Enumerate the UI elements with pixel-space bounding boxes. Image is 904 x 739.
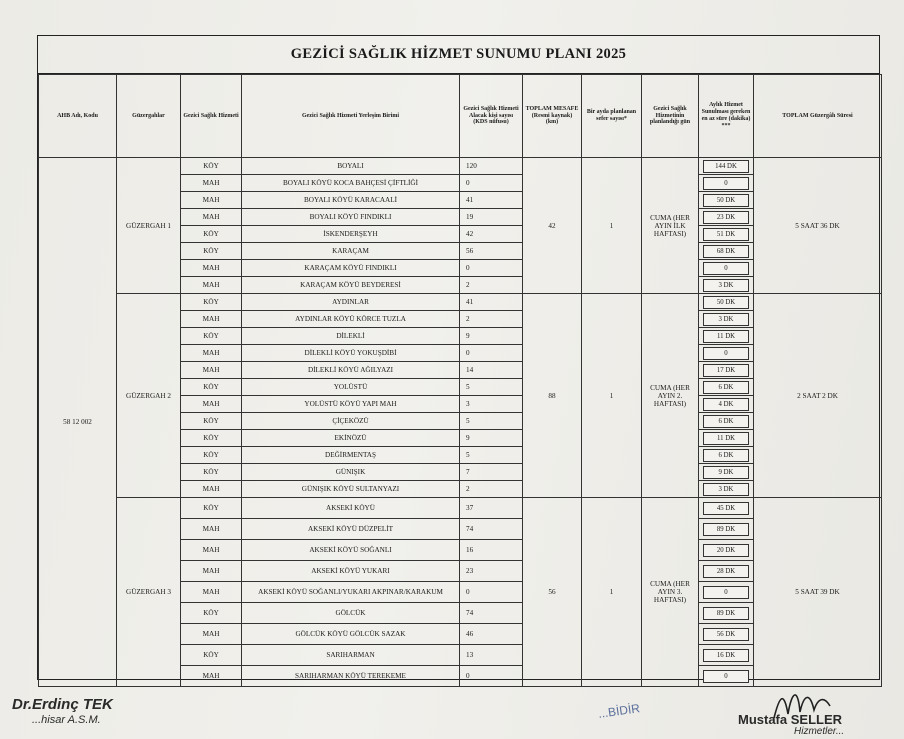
route-total-duration-cell: 5 SAAT 36 DK (754, 158, 882, 294)
settlement-type-cell: MAH (181, 345, 242, 362)
signature-left (12, 696, 113, 726)
settlement-unit-cell: İSKENDERŞEYH (242, 226, 460, 243)
minimum-duration-value: 4 DK (703, 398, 749, 411)
minimum-duration-value: 11 DK (703, 432, 749, 445)
column-header: Güzergahlar (117, 75, 181, 158)
service-day-cell: CUMA (HER AYIN 3. HAFTASI) (642, 498, 699, 687)
minimum-duration-value: 0 (703, 262, 749, 275)
minimum-duration-value: 144 DK (703, 160, 749, 173)
column-header: Gezici Sağlık Hizmeti Alacak kişi sayısı (KDS nüfusu) (460, 75, 523, 158)
settlement-unit-cell: GÜNIŞIK (242, 464, 460, 481)
minimum-duration-value: 28 DK (703, 565, 749, 578)
settlement-type-cell: MAH (181, 192, 242, 209)
population-cell: 74 (460, 603, 523, 624)
population-cell: 0 (460, 582, 523, 603)
plan-table-frame (37, 35, 880, 680)
minimum-duration-value: 56 DK (703, 628, 749, 641)
minimum-duration-cell (699, 413, 754, 430)
population-cell: 2 (460, 311, 523, 328)
population-cell: 5 (460, 447, 523, 464)
minimum-duration-value: 20 DK (703, 544, 749, 557)
minimum-duration-cell (699, 243, 754, 260)
settlement-unit-cell: DEĞİRMENTAŞ (242, 447, 460, 464)
minimum-duration-cell (699, 396, 754, 413)
population-cell: 5 (460, 379, 523, 396)
minimum-duration-value: 3 DK (703, 313, 749, 326)
minimum-duration-cell (699, 328, 754, 345)
population-cell: 41 (460, 294, 523, 311)
minimum-duration-value: 50 DK (703, 194, 749, 207)
settlement-unit-cell: AKSEKİ KÖYÜ DÜZPELİT (242, 519, 460, 540)
column-header: Aylık Hizmet Sunulması gereken en az süre (dakika) *** (699, 75, 754, 158)
minimum-duration-cell (699, 603, 754, 624)
minimum-duration-value: 6 DK (703, 449, 749, 462)
settlement-unit-cell: AKSEKİ KÖYÜ (242, 498, 460, 519)
settlement-unit-cell: GÜNIŞIK KÖYÜ SULTANYAZI (242, 481, 460, 498)
ahb-code-cell: 58 12 002 (39, 158, 117, 687)
route-name-cell: GÜZERGAH 1 (117, 158, 181, 294)
column-header: TOPLAM Güzergâh Süresi (754, 75, 882, 158)
settlement-type-cell: KÖY (181, 379, 242, 396)
population-cell: 0 (460, 260, 523, 277)
settlement-unit-cell: KARAÇAM (242, 243, 460, 260)
minimum-duration-cell (699, 464, 754, 481)
settlement-type-cell: KÖY (181, 158, 242, 175)
document-title: GEZİCİ SAĞLIK HİZMET SUNUMU PLANI 2025 (38, 36, 879, 74)
minimum-duration-value: 0 (703, 670, 749, 683)
population-cell: 14 (460, 362, 523, 379)
minimum-duration-cell (699, 311, 754, 328)
settlement-unit-cell: AYDINLAR (242, 294, 460, 311)
minimum-duration-value: 0 (703, 347, 749, 360)
table-row (39, 498, 882, 519)
minimum-duration-cell (699, 277, 754, 294)
settlement-unit-cell: AKSEKİ KÖYÜ YUKARI (242, 561, 460, 582)
population-cell: 0 (460, 345, 523, 362)
settlement-type-cell: MAH (181, 396, 242, 413)
column-header: Gezici Sağlık Hizmetinin planlandığı gün (642, 75, 699, 158)
settlement-unit-cell: ÇİÇEKÖZÜ (242, 413, 460, 430)
settlement-type-cell: KÖY (181, 328, 242, 345)
settlement-unit-cell: SARIHARMAN KÖYÜ TEREKEME (242, 666, 460, 687)
settlement-type-cell: MAH (181, 362, 242, 379)
route-total-duration-cell: 2 SAAT 2 DK (754, 294, 882, 498)
settlement-type-cell: MAH (181, 561, 242, 582)
settlement-unit-cell: AYDINLAR KÖYÜ KÖRCE TUZLA (242, 311, 460, 328)
minimum-duration-value: 11 DK (703, 330, 749, 343)
minimum-duration-value: 89 DK (703, 523, 749, 536)
population-cell: 41 (460, 192, 523, 209)
settlement-type-cell: MAH (181, 666, 242, 687)
distance-cell: 42 (523, 158, 582, 294)
minimum-duration-cell (699, 430, 754, 447)
settlement-unit-cell: SARIHARMAN (242, 645, 460, 666)
settlement-unit-cell: BOYALI (242, 158, 460, 175)
settlement-unit-cell: BOYALI KÖYÜ KOCA BAHÇESİ ÇİFTLİĞİ (242, 175, 460, 192)
settlement-unit-cell: BOYALI KÖYÜ FINDIKLI (242, 209, 460, 226)
population-cell: 7 (460, 464, 523, 481)
population-cell: 2 (460, 277, 523, 294)
column-header: Bir ayda planlanan sefer sayısı* (582, 75, 642, 158)
settlement-unit-cell: GÖLCÜK (242, 603, 460, 624)
settlement-unit-cell: AKSEKİ KÖYÜ SOĞANLI (242, 540, 460, 561)
minimum-duration-cell (699, 362, 754, 379)
trip-count-cell: 1 (582, 158, 642, 294)
minimum-duration-cell (699, 582, 754, 603)
minimum-duration-value: 6 DK (703, 415, 749, 428)
column-header: Gezici Sağlık Hizmeti Yerleşim Birimi (242, 75, 460, 158)
minimum-duration-value: 0 (703, 177, 749, 190)
population-cell: 46 (460, 624, 523, 645)
minimum-duration-cell (699, 260, 754, 277)
minimum-duration-value: 89 DK (703, 607, 749, 620)
minimum-duration-cell (699, 624, 754, 645)
population-cell: 9 (460, 328, 523, 345)
settlement-type-cell: MAH (181, 519, 242, 540)
population-cell: 23 (460, 561, 523, 582)
stamp-middle: ...BİDİR (597, 701, 641, 721)
settlement-unit-cell: KARAÇAM KÖYÜ BEYDERESİ (242, 277, 460, 294)
minimum-duration-cell (699, 345, 754, 362)
settlement-unit-cell: KARAÇAM KÖYÜ FINDIKLI (242, 260, 460, 277)
minimum-duration-value: 9 DK (703, 466, 749, 479)
settlement-type-cell: MAH (181, 175, 242, 192)
settlement-unit-cell: YOLÜSTÜ (242, 379, 460, 396)
minimum-duration-value: 45 DK (703, 502, 749, 515)
minimum-duration-cell (699, 540, 754, 561)
settlement-type-cell: KÖY (181, 498, 242, 519)
column-header: AHB Adı, Kodu (39, 75, 117, 158)
table-row (39, 158, 882, 175)
route-total-duration-cell: 5 SAAT 39 DK (754, 498, 882, 687)
minimum-duration-cell (699, 379, 754, 396)
settlement-unit-cell: YOLÜSTÜ KÖYÜ YAPI MAH (242, 396, 460, 413)
signature-right (738, 712, 845, 737)
population-cell: 0 (460, 175, 523, 192)
settlement-type-cell: MAH (181, 540, 242, 561)
minimum-duration-value: 17 DK (703, 364, 749, 377)
settlement-type-cell: KÖY (181, 243, 242, 260)
settlement-type-cell: MAH (181, 311, 242, 328)
table-row (39, 294, 882, 311)
minimum-duration-cell (699, 519, 754, 540)
population-cell: 0 (460, 666, 523, 687)
settlement-type-cell: MAH (181, 582, 242, 603)
service-plan-table (38, 74, 882, 687)
population-cell: 2 (460, 481, 523, 498)
minimum-duration-value: 23 DK (703, 211, 749, 224)
minimum-duration-value: 0 (703, 586, 749, 599)
minimum-duration-value: 3 DK (703, 483, 749, 496)
route-name-cell: GÜZERGAH 2 (117, 294, 181, 498)
signature-left-name: Dr.Erdinç TEK (12, 696, 113, 713)
settlement-type-cell: KÖY (181, 226, 242, 243)
minimum-duration-cell (699, 481, 754, 498)
column-header: Gezici Sağlık Hizmeti (181, 75, 242, 158)
settlement-type-cell: KÖY (181, 645, 242, 666)
minimum-duration-value: 6 DK (703, 381, 749, 394)
settlement-unit-cell: DİLEKLİ (242, 328, 460, 345)
settlement-unit-cell: DİLEKLİ KÖYÜ AĞILYAZI (242, 362, 460, 379)
minimum-duration-cell (699, 209, 754, 226)
minimum-duration-cell (699, 158, 754, 175)
minimum-duration-value: 50 DK (703, 296, 749, 309)
service-day-cell: CUMA (HER AYIN 2. HAFTASI) (642, 294, 699, 498)
settlement-type-cell: MAH (181, 481, 242, 498)
settlement-unit-cell: GÖLCÜK KÖYÜ GÖLCÜK SAZAK (242, 624, 460, 645)
minimum-duration-cell (699, 294, 754, 311)
population-cell: 74 (460, 519, 523, 540)
settlement-type-cell: KÖY (181, 447, 242, 464)
settlement-unit-cell: AKSEKİ KÖYÜ SOĞANLI/YUKARI AKPINAR/KARAKUM (242, 582, 460, 603)
column-header: TOPLAM MESAFE (Resmi kaynak) (km) (523, 75, 582, 158)
population-cell: 19 (460, 209, 523, 226)
settlement-type-cell: MAH (181, 260, 242, 277)
route-name-cell: GÜZERGAH 3 (117, 498, 181, 687)
service-day-cell: CUMA (HER AYIN İLK HAFTASI) (642, 158, 699, 294)
signature-left-subtitle: ...hisar A.S.M. (32, 714, 101, 726)
minimum-duration-cell (699, 226, 754, 243)
minimum-duration-cell (699, 447, 754, 464)
population-cell: 13 (460, 645, 523, 666)
settlement-unit-cell: EKİNÖZÜ (242, 430, 460, 447)
settlement-unit-cell: DİLEKLİ KÖYÜ YOKUŞDİBİ (242, 345, 460, 362)
minimum-duration-cell (699, 192, 754, 209)
settlement-type-cell: MAH (181, 277, 242, 294)
settlement-type-cell: KÖY (181, 603, 242, 624)
signature-right-name: Mustafa SELLER (738, 712, 843, 727)
trip-count-cell: 1 (582, 294, 642, 498)
minimum-duration-cell (699, 561, 754, 582)
minimum-duration-cell (699, 175, 754, 192)
settlement-type-cell: KÖY (181, 294, 242, 311)
population-cell: 56 (460, 243, 523, 260)
minimum-duration-value: 51 DK (703, 228, 749, 241)
signature-right-subtitle: Hizmetler... (794, 726, 845, 737)
population-cell: 16 (460, 540, 523, 561)
minimum-duration-cell (699, 645, 754, 666)
population-cell: 5 (460, 413, 523, 430)
settlement-type-cell: MAH (181, 209, 242, 226)
table-header-row (39, 75, 882, 158)
population-cell: 9 (460, 430, 523, 447)
population-cell: 3 (460, 396, 523, 413)
population-cell: 42 (460, 226, 523, 243)
population-cell: 37 (460, 498, 523, 519)
settlement-type-cell: MAH (181, 624, 242, 645)
settlement-type-cell: KÖY (181, 464, 242, 481)
minimum-duration-value: 68 DK (703, 245, 749, 258)
distance-cell: 56 (523, 498, 582, 687)
distance-cell: 88 (523, 294, 582, 498)
settlement-type-cell: KÖY (181, 430, 242, 447)
minimum-duration-cell (699, 498, 754, 519)
population-cell: 120 (460, 158, 523, 175)
settlement-type-cell: KÖY (181, 413, 242, 430)
minimum-duration-value: 3 DK (703, 279, 749, 292)
settlement-unit-cell: BOYALI KÖYÜ KARACAALİ (242, 192, 460, 209)
signature-area (0, 684, 904, 739)
trip-count-cell: 1 (582, 498, 642, 687)
minimum-duration-value: 16 DK (703, 649, 749, 662)
